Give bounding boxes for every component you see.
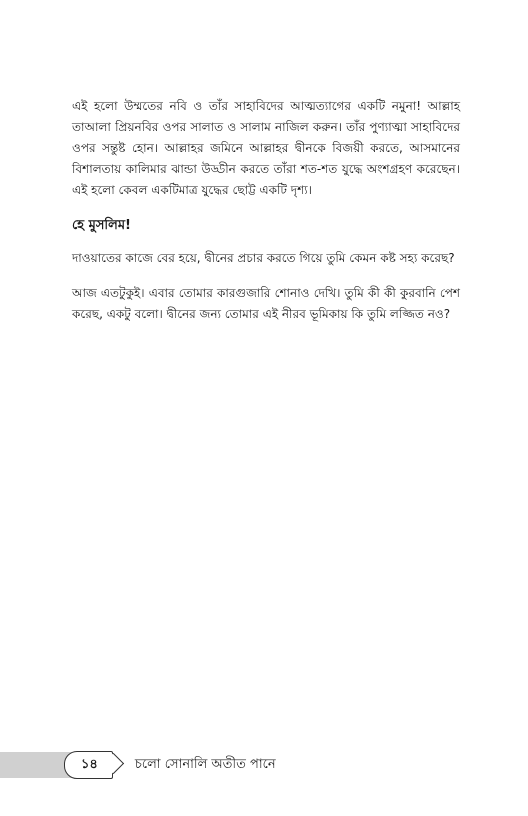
page-number-badge bbox=[64, 751, 113, 779]
page-number: ১৪ bbox=[81, 756, 98, 772]
book-title: চলো সোনালি অতীত পানে bbox=[134, 756, 276, 772]
paragraph-3: আজ এতটুকুই। এবার তোমার কারগুজারি শোনাও দেখি। তুমি কী কী কুরবানি পেশ করেছ, একটু বলো। দ্বীনের জন্য তোমার এই নীরব ভূমিকায় কি তুমি লজ্জিত নও? bbox=[72, 286, 460, 321]
page-footer bbox=[64, 749, 276, 781]
paragraph-2: দাওয়াতের কাজে বের হয়ে, দ্বীনের প্রচার করতে গিয়ে তুমি কেমন কষ্ট সহ্য করেছ? bbox=[72, 251, 455, 265]
section-heading: হে মুসলিম! bbox=[72, 218, 131, 233]
page-body bbox=[72, 96, 460, 339]
paragraph-1: এই হলো উম্মতের নবি ও তাঁর সাহাবিদের আত্মত্যাগের একটি নমুনা! আল্লাহ তাআলা প্রিয়নবির ওপর সালাত ও সালাম নাজিল করুন। তাঁর পুণ্যাত্মা সাহাবিদের ওপর সন্তুষ্ট হোন। আল্লাহর জমিনে আল্লাহর দ্বীনকে বিজয়ী করতে, আসমানের বিশালতায় কালিমার ঝান্ডা উড্ডীন করতে তাঁরা শত-শত যুদ্ধে অংশগ্রহণ করেছেন। এই হলো কেবল একটিমাত্র যুদ্ধের ছোট্ট একটি দৃশ্য। bbox=[72, 99, 460, 197]
